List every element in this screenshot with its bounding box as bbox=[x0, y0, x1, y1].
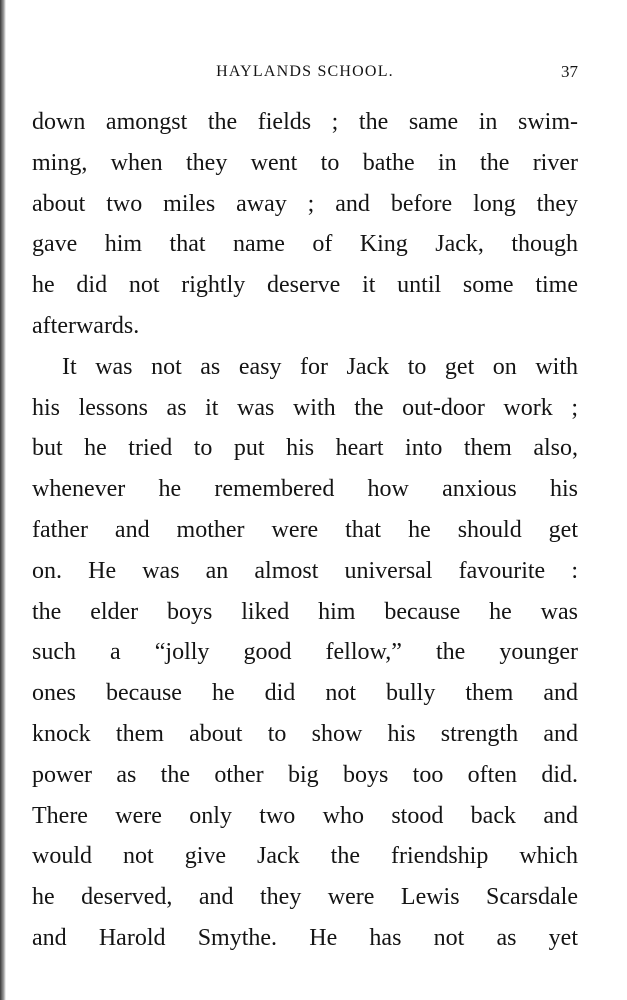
text-line: whenever he remembered how anxious his bbox=[32, 476, 578, 503]
text-line: he deserved, and they were Lewis Scarsdale bbox=[32, 884, 578, 911]
text-line: about two miles away ; and before long they bbox=[32, 190, 578, 217]
text-line: It was not as easy for Jack to get on with bbox=[62, 353, 578, 380]
body-text bbox=[32, 102, 578, 959]
page-gutter-shadow bbox=[0, 0, 6, 1000]
text-line: knock them about to show his strength and bbox=[32, 720, 578, 747]
text-line: on. He was an almost universal favourite : bbox=[32, 557, 578, 584]
text-line: afterwards. bbox=[32, 312, 140, 339]
page-number: 37 bbox=[561, 62, 578, 81]
text-line: father and mother were that he should get bbox=[32, 516, 578, 543]
text-line: power as the other big boys too often did. bbox=[32, 761, 578, 788]
text-line: There were only two who stood back and bbox=[32, 802, 578, 829]
text-line: ones because he did not bully them and bbox=[32, 680, 578, 707]
text-line: ming, when they went to bathe in the river bbox=[32, 149, 578, 176]
text-line: he did not rightly deserve it until some time bbox=[32, 272, 578, 299]
text-line: would not give Jack the friendship which bbox=[32, 843, 578, 870]
text-line: the elder boys liked him because he was bbox=[32, 598, 578, 625]
running-head bbox=[32, 60, 578, 84]
text-line: such a “jolly good fellow,” the younger bbox=[32, 639, 578, 666]
text-line: down amongst the fields ; the same in swim- bbox=[32, 109, 578, 135]
running-title: HAYLANDS SCHOOL. bbox=[216, 63, 394, 80]
text-line: gave him that name of King Jack, though bbox=[32, 231, 578, 258]
text-line: his lessons as it was with the out-door work ; bbox=[32, 394, 578, 421]
text-line: and Harold Smythe. He has not as yet bbox=[32, 924, 578, 951]
text-line: but he tried to put his heart into them also, bbox=[32, 435, 578, 462]
